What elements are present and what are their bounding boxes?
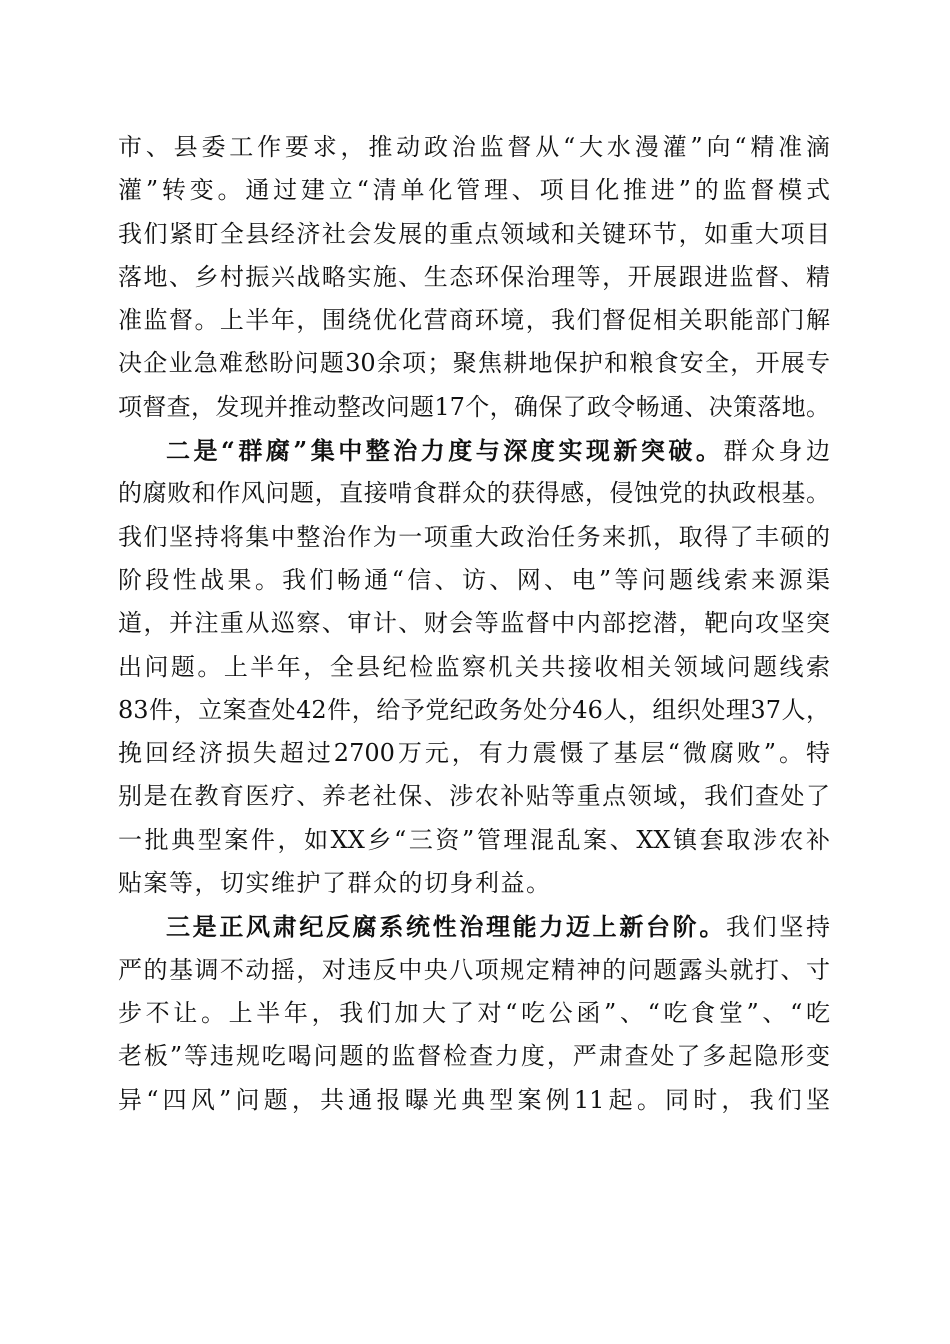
text-line: 老板”等违规吃喝问题的监督检查力度，严肃查处了多起隐形变 xyxy=(118,1042,830,1071)
text-line: 挽回经济损失超过2700万元，有力震慑了基层“微腐败”。特 xyxy=(118,739,830,768)
text-line: 严的基调不动摇，对违反中央八项规定精神的问题露头就打、寸 xyxy=(118,955,830,984)
text-line: 我们坚持将集中整治作为一项重大政治任务来抓，取得了丰硕的 xyxy=(118,522,830,551)
text-line: 我们紧盯全县经济社会发展的重点领域和关键环节，如重大项目 xyxy=(118,219,830,248)
text-line: 出问题。上半年，全县纪检监察机关共接收相关领域问题线索 xyxy=(118,652,830,681)
text-line: 的腐败和作风问题，直接啃食群众的获得感，侵蚀党的执政根基。 xyxy=(118,479,830,508)
text-line: 准监督。上半年，围绕优化营商环境，我们督促相关职能部门解 xyxy=(118,306,830,335)
text-line: 贴案等，切实维护了群众的切身利益。 xyxy=(118,869,552,898)
text-line: 阶段性战果。我们畅通“信、访、网、电”等问题线索来源渠 xyxy=(118,565,830,594)
paragraph-text: 我们坚持 xyxy=(726,913,830,942)
paragraph-heading: 三是正风肃纪反腐系统性治理能力迈上新台阶。 xyxy=(166,912,726,942)
text-line: 落地、乡村振兴战略实施、生态环保治理等，开展跟进监督、精 xyxy=(118,262,830,291)
document-body xyxy=(118,126,830,1122)
paragraph-1 xyxy=(118,126,830,429)
paragraph-3 xyxy=(118,905,830,1121)
paragraph-heading: 二是“群腐”集中整治力度与深度实现新突破。 xyxy=(166,436,724,466)
paragraph-first-line xyxy=(118,429,830,472)
text-line: 市、县委工作要求，推动政治监督从“大水漫灌”向“精准滴 xyxy=(118,133,830,161)
text-line: 步不让。上半年，我们加大了对“吃公函”、“吃食堂”、“吃 xyxy=(118,998,830,1027)
paragraph-text: 群众身边 xyxy=(723,437,831,466)
text-line: 83件，立案查处42件，给予党纪政务处分46人，组织处理37人， xyxy=(118,695,830,724)
text-line: 异“四风”问题，共通报曝光典型案例11起。同时，我们坚 xyxy=(118,1085,830,1114)
text-line: 决企业急难愁盼问题30余项；聚焦耕地保护和粮食安全，开展专 xyxy=(118,349,830,378)
text-line: 灌”转变。通过建立“清单化管理、项目化推进”的监督模式 xyxy=(118,176,830,205)
text-line: 项督查，发现并推动整改问题17个，确保了政令畅通、决策落地。 xyxy=(118,392,830,421)
text-line: 别是在教育医疗、养老社保、涉农补贴等重点领域，我们查处了 xyxy=(118,782,830,811)
text-line: 一批典型案件，如XX乡“三资”管理混乱案、XX镇套取涉农补 xyxy=(118,825,830,854)
paragraph-2 xyxy=(118,429,830,905)
text-line: 道，并注重从巡察、审计、财会等监督中内部挖潜，靶向攻坚突 xyxy=(118,609,830,638)
paragraph-first-line xyxy=(118,905,830,948)
